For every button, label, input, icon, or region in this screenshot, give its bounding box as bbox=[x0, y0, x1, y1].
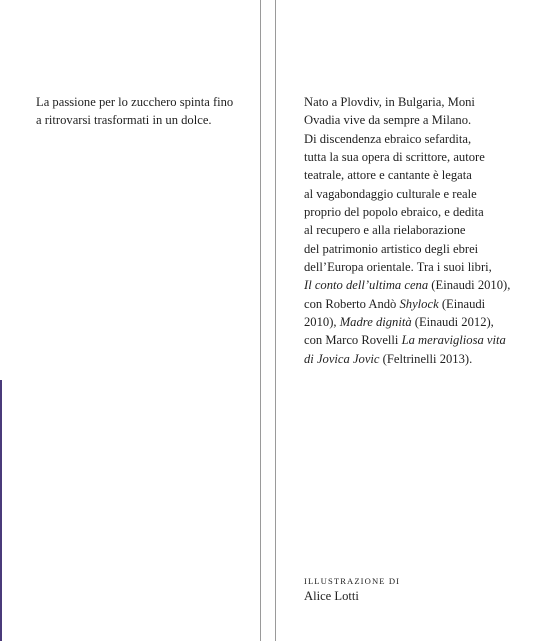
author-bio bbox=[304, 93, 519, 368]
fold-line-left bbox=[260, 0, 261, 641]
book-title: La meravigliosa vita bbox=[401, 333, 506, 348]
bio-line: Ovadia vive da sempre a Milano. bbox=[304, 113, 472, 128]
bio-line: proprio del popolo ebraico, e dedita bbox=[304, 205, 484, 220]
bio-text: (Einaudi bbox=[438, 296, 486, 311]
fold-line-right bbox=[275, 0, 276, 641]
book-title: Madre dignità bbox=[339, 315, 412, 330]
bio-line bbox=[304, 295, 519, 313]
bio-text: con Roberto Andò bbox=[304, 296, 400, 311]
bio-line: teatrale, attore e cantante è legata bbox=[304, 168, 472, 183]
book-title: di Jovica Jovic bbox=[304, 351, 380, 366]
illustration-credit bbox=[304, 575, 504, 605]
bio-line: al vagabondaggio culturale e reale bbox=[304, 186, 477, 201]
bio-line bbox=[304, 276, 519, 294]
bio-line bbox=[304, 313, 519, 331]
flap-blurb-line: La passione per lo zucchero spinta fino bbox=[36, 95, 234, 109]
bio-line: Di discendenza ebraico sefardita, bbox=[304, 131, 472, 146]
page-edge-accent bbox=[0, 380, 2, 641]
bio-text: 2010), bbox=[304, 315, 340, 330]
book-title: Il conto dell’ultima cena bbox=[304, 278, 429, 293]
bio-line bbox=[304, 350, 519, 368]
book-title: Shylock bbox=[399, 296, 439, 311]
bio-line: del patrimonio artistico degli ebrei bbox=[304, 241, 479, 256]
bio-line: dell’Europa orientale. Tra i suoi libri, bbox=[304, 260, 492, 275]
bio-text: (Einaudi 2012), bbox=[411, 315, 494, 330]
bio-text: (Feltrinelli 2013). bbox=[379, 351, 473, 366]
illustrator-name: Alice Lotti bbox=[304, 589, 359, 603]
bio-line: al recupero e alla rielaborazione bbox=[304, 223, 466, 238]
flap-blurb-line: a ritrovarsi trasformati in un dolce. bbox=[36, 113, 212, 127]
bio-line bbox=[304, 331, 519, 349]
credit-label: ILLUSTRAZIONE DI bbox=[304, 576, 401, 586]
bio-line: Nato a Plovdiv, in Bulgaria, Moni bbox=[304, 95, 475, 109]
flap-blurb bbox=[36, 93, 256, 129]
bio-text: (Einaudi 2010), bbox=[428, 278, 511, 293]
bio-text: con Marco Rovelli bbox=[304, 333, 402, 348]
bio-line: tutta la sua opera di scrittore, autore bbox=[304, 150, 485, 165]
